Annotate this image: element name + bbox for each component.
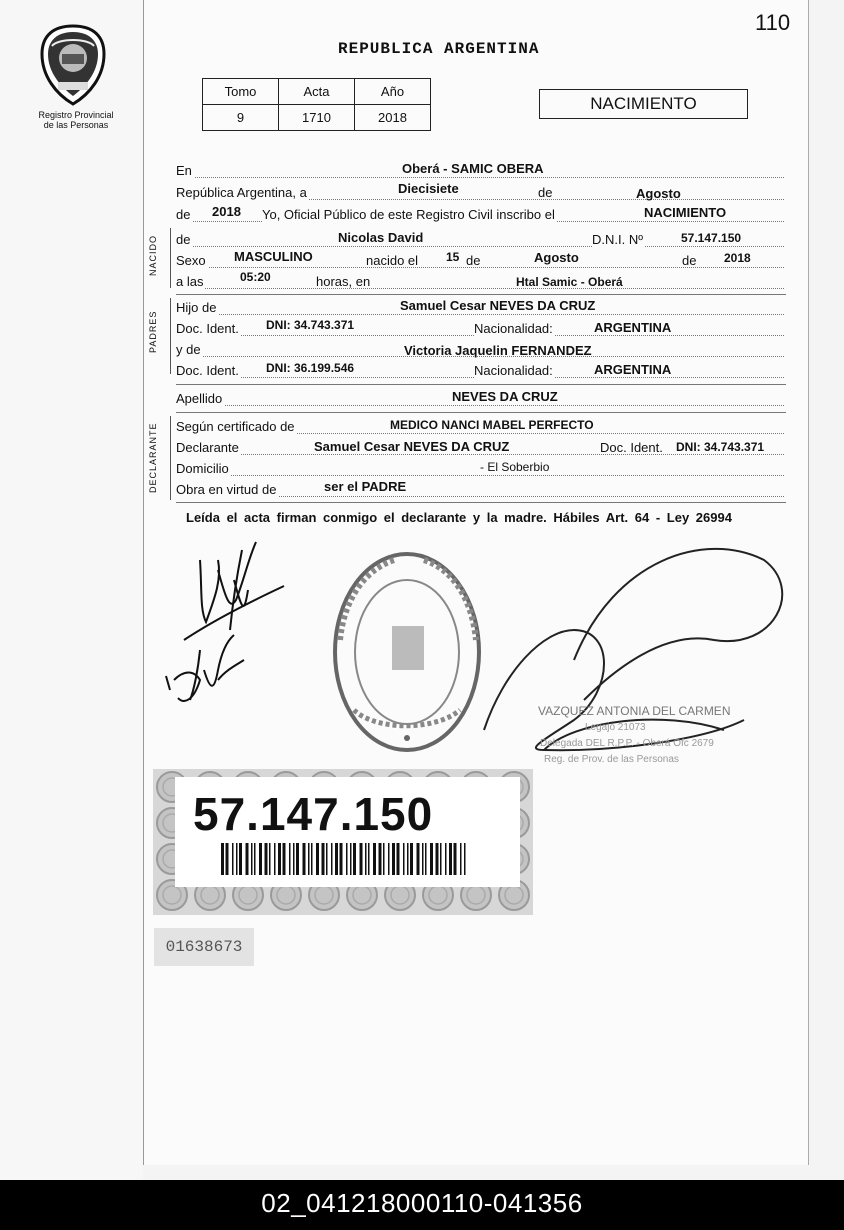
barcode-bar: [460, 843, 462, 875]
value-acta: 1710: [279, 105, 355, 131]
barcode-bar: [422, 843, 424, 875]
barcode-bar: [316, 843, 319, 875]
barcode-bar: [353, 843, 356, 875]
barcode-bar: [440, 843, 442, 875]
mother-signature-icon: [166, 635, 244, 701]
barcode-bar: [449, 843, 452, 875]
value-birth-place: Htal Samic - Oberá: [516, 275, 623, 289]
barcode-bar: [392, 843, 395, 875]
value-reg-year: 2018: [212, 204, 241, 219]
row-registration-act: [176, 204, 784, 224]
barcode-bar: [407, 843, 409, 875]
barcode-bar: [365, 843, 367, 875]
official-title: Delegada DEL R.P.P. - Oberá Ofc 2679: [540, 738, 714, 749]
barcode-bar: [246, 843, 249, 875]
value-declarant-name: Samuel Cesar NEVES DA CRUZ: [314, 439, 510, 454]
header-acta: Acta: [279, 79, 355, 105]
value-place: Oberá - SAMIC OBERA: [402, 161, 544, 176]
scan-footer: 02_041218000110-041356: [0, 1180, 844, 1230]
row-sex-birthdate: [176, 250, 784, 270]
label-capacity: Obra en virtud de: [176, 482, 277, 497]
value-declarant-doc: DNI: 34.743.371: [676, 440, 765, 454]
row-capacity: [176, 479, 784, 499]
value-father-nationality: ARGENTINA: [594, 320, 672, 335]
label-son-of: Hijo de: [176, 300, 217, 315]
barcode-bar: [331, 843, 333, 875]
barcode-bar: [232, 843, 234, 875]
registry-stamp-icon: [335, 554, 479, 750]
section-separator: [176, 294, 786, 295]
barcode-bar: [221, 843, 224, 875]
barcode-bar: [403, 843, 405, 875]
barcode-bar: [360, 843, 363, 875]
barcode-bar: [236, 843, 238, 875]
declarant-signature-icon: [184, 542, 284, 640]
row-birth-time-place: [176, 271, 784, 291]
label-de-child: de: [176, 232, 191, 247]
barcode-bar: [383, 843, 385, 875]
row-father-doc: [176, 318, 784, 338]
barcode-bar: [430, 843, 433, 875]
value-sex: MASCULINO: [234, 249, 313, 264]
dni-number: 57.147.150: [193, 788, 434, 840]
section-divider: [170, 298, 171, 374]
value-capacity: ser el PADRE: [324, 479, 407, 494]
barcode-bar: [335, 843, 338, 875]
value-reg-month: Agosto: [636, 186, 681, 201]
row-declarant: [176, 437, 784, 457]
official-name: VAZQUEZ ANTONIA DEL CARMEN: [538, 704, 731, 718]
header-anio: Año: [355, 79, 431, 105]
value-address: - El Soberbio: [480, 460, 550, 474]
value-surname: NEVES DA CRUZ: [452, 389, 558, 404]
section-label-born: NACIDO: [148, 234, 158, 276]
barcode-bar: [265, 843, 268, 875]
document-title: REPUBLICA ARGENTINA: [338, 40, 540, 58]
barcode-bar: [436, 843, 439, 875]
label-sex: Sexo: [176, 253, 206, 268]
value-act-type: NACIMIENTO: [644, 205, 727, 220]
section-separator: [176, 502, 786, 503]
provincial-seal-icon: [38, 24, 108, 106]
row-mother: [176, 339, 784, 359]
value-mother-name: Victoria Jaquelin FERNANDEZ: [404, 343, 592, 358]
value-reg-day: Diecisiete: [398, 181, 459, 196]
label-de-month: de: [466, 253, 481, 268]
value-mother-nationality: ARGENTINA: [594, 362, 672, 377]
label-surname: Apellido: [176, 391, 223, 406]
official-signature-icon: [484, 549, 782, 750]
section-divider: [170, 228, 171, 288]
barcode-bar: [254, 843, 256, 875]
barcode-bar: [346, 843, 348, 875]
label-hours-in: horas, en: [316, 274, 371, 289]
barcode-bar: [274, 843, 276, 875]
section-label-parents: PADRES: [148, 310, 158, 354]
section-label-declarant: DECLARANTE: [148, 422, 158, 494]
header-tomo: Tomo: [203, 79, 279, 105]
row-certificate: [176, 416, 784, 436]
document-type-box: NACIMIENTO: [539, 89, 748, 119]
value-child-name: Nicolas David: [338, 230, 424, 245]
barcode-bar: [454, 843, 457, 875]
value-father-name: Samuel Cesar NEVES DA CRUZ: [400, 298, 596, 313]
row-mother-doc: [176, 360, 784, 380]
barcode-bar: [397, 843, 400, 875]
barcode-bar: [425, 843, 427, 875]
row-registration-date: [176, 182, 784, 202]
row-place: [176, 160, 784, 180]
barcode-bar: [293, 843, 295, 875]
label-dni-no: D.N.I. Nº: [592, 232, 643, 247]
registry-table: [202, 78, 431, 131]
label-and-of: y de: [176, 342, 201, 357]
label-doc-ident: Doc. Ident.: [176, 363, 239, 378]
label-doc-ident: Doc. Ident.: [600, 440, 663, 455]
label-republica: República Argentina, a: [176, 185, 307, 200]
barcode-bar: [379, 843, 382, 875]
row-address: [176, 458, 784, 478]
barcode-bar: [226, 843, 229, 875]
barcode-bar: [303, 843, 306, 875]
label-address: Domicilio: [176, 461, 229, 476]
barcode-bar: [417, 843, 420, 875]
label-yo-oficial: Yo, Oficial Público de este Registro Civil inscribo el: [262, 207, 555, 222]
barcode-bar: [239, 843, 242, 875]
label-de-year: de: [176, 207, 191, 222]
label-doc-ident: Doc. Ident.: [176, 321, 239, 336]
value-birth-month: Agosto: [534, 250, 579, 265]
label-certificate: Según certificado de: [176, 419, 295, 434]
section-separator: [176, 412, 786, 413]
barcode-bar: [350, 843, 352, 875]
closing-statement: Leída el acta firman conmigo el declarante y la madre. Hábiles Art. 64 - Ley 26994: [186, 510, 732, 525]
barcode-bar: [445, 843, 447, 875]
barcode-bar: [388, 843, 390, 875]
barcode-bar: [373, 843, 376, 875]
barcode-bar: [464, 843, 466, 875]
barcode-bar: [326, 843, 328, 875]
left-margin: [0, 0, 143, 1180]
dni-sticker: [153, 769, 533, 915]
value-birth-day: 15: [446, 250, 460, 264]
barcode-bar: [410, 843, 413, 875]
page-number: 110: [755, 10, 791, 35]
registry-name: Registro Provincial de las Personas: [38, 110, 114, 130]
barcode-bar: [289, 843, 291, 875]
value-mother-doc: DNI: 36.199.546: [266, 361, 355, 375]
serial-tag: 01638673: [154, 928, 254, 966]
value-certificate-by: MEDICO NANCI MABEL PERFECTO: [390, 418, 594, 432]
barcode-bar: [322, 843, 325, 875]
barcode-bar: [308, 843, 310, 875]
official-legajo: Legajo 21073: [585, 722, 646, 733]
section-separator: [176, 384, 786, 385]
value-tomo: 9: [203, 105, 279, 131]
label-en: En: [176, 163, 192, 178]
barcode-bar: [251, 843, 253, 875]
value-anio: 2018: [355, 105, 431, 131]
barcode-bar: [296, 843, 299, 875]
barcode-bar: [340, 843, 343, 875]
barcode-bar: [283, 843, 286, 875]
row-father: [176, 297, 784, 317]
section-divider: [170, 416, 171, 500]
barcode-bar: [278, 843, 281, 875]
barcode-bar: [368, 843, 370, 875]
label-at: a las: [176, 274, 204, 289]
barcode-bar: [311, 843, 313, 875]
barcode-icon: [221, 843, 467, 875]
label-born-on: nacido el: [366, 253, 419, 268]
label-nationality: Nacionalidad:: [474, 321, 553, 336]
row-surname: [176, 388, 784, 408]
value-birth-year: 2018: [724, 251, 751, 265]
value-birth-time: 05:20: [240, 270, 271, 284]
barcode-bar: [259, 843, 262, 875]
value-child-dni: 57.147.150: [681, 231, 742, 245]
label-nationality: Nacionalidad:: [474, 363, 553, 378]
barcode-bar: [269, 843, 271, 875]
label-de-year2: de: [682, 253, 697, 268]
label-de: de: [538, 185, 553, 200]
value-father-doc: DNI: 34.743.371: [266, 318, 355, 332]
row-child-name: [176, 229, 784, 249]
label-declarant: Declarante: [176, 440, 239, 455]
official-registry: Reg. de Prov. de las Personas: [544, 754, 679, 765]
